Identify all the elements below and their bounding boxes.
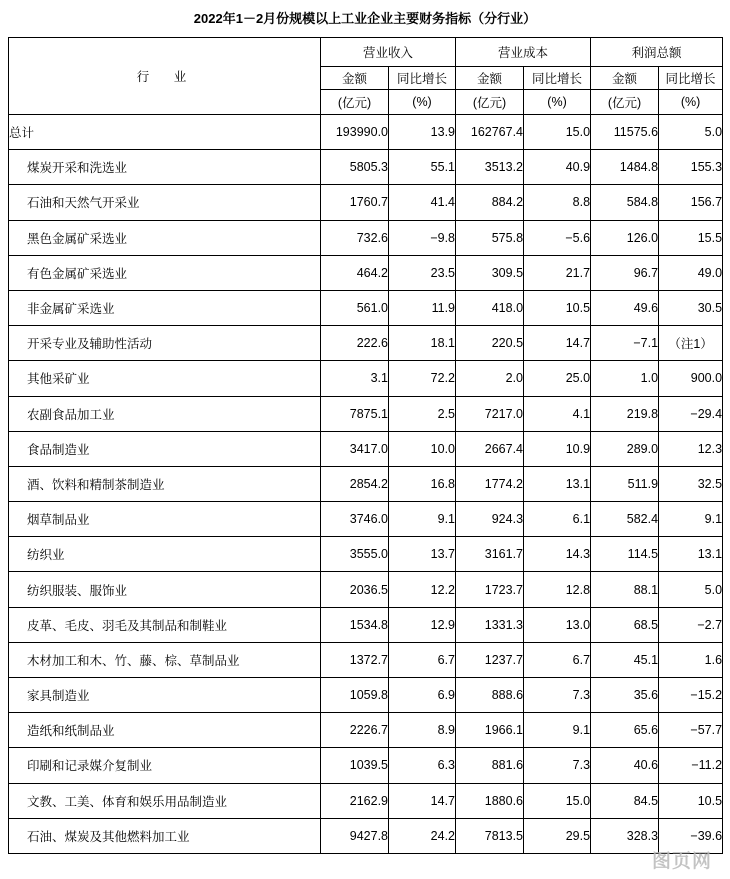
cell-cost-growth: 10.5: [524, 290, 591, 325]
cell-cost-amount: 1723.7: [456, 572, 524, 607]
cell-cost-amount: 1966.1: [456, 713, 524, 748]
cell-revenue-amount: 732.6: [321, 220, 389, 255]
cell-cost-amount: 1237.7: [456, 642, 524, 677]
cell-profit-growth: 9.1: [659, 502, 723, 537]
cell-cost-growth: 12.8: [524, 572, 591, 607]
cell-profit-amount: 49.6: [591, 290, 659, 325]
row-industry-name: 造纸和纸制品业: [9, 713, 321, 748]
cell-revenue-amount: 3555.0: [321, 537, 389, 572]
table-row: [9, 642, 723, 677]
column-group-profit: 利润总额: [591, 38, 723, 67]
cell-revenue-amount: 3417.0: [321, 431, 389, 466]
cell-cost-amount: 1331.3: [456, 607, 524, 642]
cell-profit-amount: 40.6: [591, 748, 659, 783]
cell-profit-growth: −2.7: [659, 607, 723, 642]
unit-profit-growth: (%): [659, 90, 723, 115]
cell-profit-growth: 5.0: [659, 115, 723, 150]
cell-revenue-growth: 12.2: [389, 572, 456, 607]
table-body: [9, 115, 723, 854]
table-row: [9, 572, 723, 607]
cell-cost-growth: 9.1: [524, 713, 591, 748]
cell-revenue-growth: 41.4: [389, 185, 456, 220]
unit-revenue-amount: (亿元): [321, 90, 389, 115]
row-industry-name: 食品制造业: [9, 431, 321, 466]
cell-cost-amount: 888.6: [456, 678, 524, 713]
table-row: [9, 220, 723, 255]
cell-cost-growth: 14.3: [524, 537, 591, 572]
cell-revenue-growth: 13.9: [389, 115, 456, 150]
table-header: [9, 38, 723, 115]
cell-cost-amount: 220.5: [456, 326, 524, 361]
cell-profit-amount: 582.4: [591, 502, 659, 537]
cell-profit-amount: 11575.6: [591, 115, 659, 150]
cell-cost-growth: 15.0: [524, 783, 591, 818]
cell-profit-growth: 155.3: [659, 150, 723, 185]
cell-profit-amount: 1.0: [591, 361, 659, 396]
cell-revenue-amount: 7875.1: [321, 396, 389, 431]
cell-cost-growth: −5.6: [524, 220, 591, 255]
cell-revenue-growth: 23.5: [389, 255, 456, 290]
row-industry-name: 农副食品加工业: [9, 396, 321, 431]
cell-cost-growth: 6.1: [524, 502, 591, 537]
cell-profit-growth: 5.0: [659, 572, 723, 607]
cell-revenue-amount: 5805.3: [321, 150, 389, 185]
cell-profit-growth: 156.7: [659, 185, 723, 220]
column-header-revenue-amount: 金额: [321, 67, 389, 90]
cell-cost-amount: 3513.2: [456, 150, 524, 185]
row-industry-name: 皮革、毛皮、羽毛及其制品和制鞋业: [9, 607, 321, 642]
cell-cost-growth: 14.7: [524, 326, 591, 361]
row-industry-name: 黑色金属矿采选业: [9, 220, 321, 255]
cell-revenue-growth: 2.5: [389, 396, 456, 431]
cell-revenue-growth: 16.8: [389, 466, 456, 501]
table-row: [9, 466, 723, 501]
cell-profit-amount: 88.1: [591, 572, 659, 607]
table-row: [9, 678, 723, 713]
row-industry-name: 石油、煤炭及其他燃料加工业: [9, 818, 321, 853]
row-industry-name: 石油和天然气开采业: [9, 185, 321, 220]
cell-cost-growth: 7.3: [524, 748, 591, 783]
cell-cost-amount: 7813.5: [456, 818, 524, 853]
cell-profit-growth: （注1）: [659, 326, 723, 361]
column-header-cost-amount: 金额: [456, 67, 524, 90]
column-header-cost-growth: 同比增长: [524, 67, 591, 90]
cell-revenue-growth: 14.7: [389, 783, 456, 818]
cell-cost-amount: 2.0: [456, 361, 524, 396]
cell-cost-growth: 6.7: [524, 642, 591, 677]
cell-revenue-amount: 464.2: [321, 255, 389, 290]
cell-revenue-amount: 1059.8: [321, 678, 389, 713]
cell-profit-amount: 35.6: [591, 678, 659, 713]
cell-profit-amount: 1484.8: [591, 150, 659, 185]
cell-profit-amount: 584.8: [591, 185, 659, 220]
cell-cost-amount: 309.5: [456, 255, 524, 290]
cell-revenue-amount: 3.1: [321, 361, 389, 396]
unit-cost-amount: (亿元): [456, 90, 524, 115]
cell-cost-growth: 13.1: [524, 466, 591, 501]
row-industry-name: 有色金属矿采选业: [9, 255, 321, 290]
cell-cost-amount: 881.6: [456, 748, 524, 783]
cell-profit-amount: 45.1: [591, 642, 659, 677]
cell-profit-growth: 13.1: [659, 537, 723, 572]
cell-profit-growth: 10.5: [659, 783, 723, 818]
cell-profit-growth: −39.6: [659, 818, 723, 853]
column-header-industry: 行 业: [9, 38, 321, 115]
cell-revenue-amount: 2854.2: [321, 466, 389, 501]
cell-profit-amount: 96.7: [591, 255, 659, 290]
cell-cost-growth: 21.7: [524, 255, 591, 290]
cell-cost-growth: 7.3: [524, 678, 591, 713]
cell-revenue-growth: −9.8: [389, 220, 456, 255]
row-industry-name: 家具制造业: [9, 678, 321, 713]
row-industry-name: 纺织服装、服饰业: [9, 572, 321, 607]
cell-profit-growth: 32.5: [659, 466, 723, 501]
cell-revenue-amount: 561.0: [321, 290, 389, 325]
row-industry-name: 文教、工美、体育和娱乐用品制造业: [9, 783, 321, 818]
cell-revenue-amount: 3746.0: [321, 502, 389, 537]
cell-revenue-growth: 12.9: [389, 607, 456, 642]
row-industry-name: 木材加工和木、竹、藤、棕、草制品业: [9, 642, 321, 677]
financial-indicators-table: [8, 37, 723, 854]
cell-revenue-amount: 2162.9: [321, 783, 389, 818]
cell-profit-amount: 328.3: [591, 818, 659, 853]
column-group-cost: 营业成本: [456, 38, 591, 67]
cell-cost-growth: 25.0: [524, 361, 591, 396]
table-row: [9, 326, 723, 361]
cell-profit-amount: 68.5: [591, 607, 659, 642]
cell-revenue-growth: 9.1: [389, 502, 456, 537]
cell-cost-amount: 162767.4: [456, 115, 524, 150]
cell-revenue-growth: 11.9: [389, 290, 456, 325]
cell-profit-amount: 114.5: [591, 537, 659, 572]
column-header-revenue-growth: 同比增长: [389, 67, 456, 90]
table-row: [9, 255, 723, 290]
cell-revenue-amount: 222.6: [321, 326, 389, 361]
cell-profit-amount: −7.1: [591, 326, 659, 361]
table-row: [9, 150, 723, 185]
cell-revenue-amount: 2036.5: [321, 572, 389, 607]
column-header-profit-growth: 同比增长: [659, 67, 723, 90]
unit-profit-amount: (亿元): [591, 90, 659, 115]
cell-profit-amount: 511.9: [591, 466, 659, 501]
table-container: [0, 37, 730, 854]
row-industry-name: 非金属矿采选业: [9, 290, 321, 325]
cell-cost-amount: 884.2: [456, 185, 524, 220]
cell-profit-growth: 30.5: [659, 290, 723, 325]
cell-cost-amount: 1880.6: [456, 783, 524, 818]
table-row: [9, 818, 723, 853]
cell-cost-amount: 2667.4: [456, 431, 524, 466]
cell-cost-growth: 13.0: [524, 607, 591, 642]
unit-revenue-growth: (%): [389, 90, 456, 115]
cell-revenue-amount: 1534.8: [321, 607, 389, 642]
table-row: [9, 502, 723, 537]
row-industry-name: 开采专业及辅助性活动: [9, 326, 321, 361]
cell-revenue-growth: 18.1: [389, 326, 456, 361]
cell-revenue-growth: 13.7: [389, 537, 456, 572]
table-row: [9, 431, 723, 466]
cell-profit-amount: 289.0: [591, 431, 659, 466]
column-group-revenue: 营业收入: [321, 38, 456, 67]
cell-revenue-amount: 1039.5: [321, 748, 389, 783]
cell-profit-amount: 65.6: [591, 713, 659, 748]
table-row: [9, 537, 723, 572]
table-row: [9, 713, 723, 748]
cell-profit-growth: −29.4: [659, 396, 723, 431]
row-industry-name: 煤炭开采和洗选业: [9, 150, 321, 185]
cell-revenue-growth: 24.2: [389, 818, 456, 853]
cell-profit-growth: −11.2: [659, 748, 723, 783]
cell-profit-amount: 126.0: [591, 220, 659, 255]
row-industry-name: 纺织业: [9, 537, 321, 572]
cell-cost-amount: 575.8: [456, 220, 524, 255]
cell-revenue-amount: 193990.0: [321, 115, 389, 150]
table-row: [9, 748, 723, 783]
cell-revenue-growth: 72.2: [389, 361, 456, 396]
cell-revenue-amount: 1760.7: [321, 185, 389, 220]
column-header-profit-amount: 金额: [591, 67, 659, 90]
page-title: 2022年1－2月份规模以上工业企业主要财务指标（分行业）: [193, 11, 537, 26]
unit-cost-growth: (%): [524, 90, 591, 115]
cell-revenue-amount: 1372.7: [321, 642, 389, 677]
cell-profit-growth: 49.0: [659, 255, 723, 290]
cell-cost-amount: 7217.0: [456, 396, 524, 431]
table-row: [9, 290, 723, 325]
table-row: [9, 185, 723, 220]
cell-profit-amount: 84.5: [591, 783, 659, 818]
cell-revenue-amount: 2226.7: [321, 713, 389, 748]
cell-cost-growth: 15.0: [524, 115, 591, 150]
row-industry-name: 酒、饮料和精制茶制造业: [9, 466, 321, 501]
table-row: [9, 783, 723, 818]
cell-profit-growth: −15.2: [659, 678, 723, 713]
cell-cost-growth: 40.9: [524, 150, 591, 185]
row-industry-name: 烟草制品业: [9, 502, 321, 537]
cell-revenue-growth: 6.7: [389, 642, 456, 677]
cell-profit-growth: 1.6: [659, 642, 723, 677]
cell-cost-amount: 924.3: [456, 502, 524, 537]
cell-revenue-growth: 6.9: [389, 678, 456, 713]
cell-cost-growth: 4.1: [524, 396, 591, 431]
cell-cost-growth: 10.9: [524, 431, 591, 466]
table-row: [9, 115, 723, 150]
cell-profit-growth: 15.5: [659, 220, 723, 255]
watermark-logo: 图页网: [651, 851, 712, 872]
cell-cost-amount: 3161.7: [456, 537, 524, 572]
cell-cost-growth: 29.5: [524, 818, 591, 853]
cell-cost-growth: 8.8: [524, 185, 591, 220]
cell-profit-growth: 12.3: [659, 431, 723, 466]
cell-profit-amount: 219.8: [591, 396, 659, 431]
table-row: [9, 607, 723, 642]
cell-profit-growth: 900.0: [659, 361, 723, 396]
table-row: [9, 361, 723, 396]
cell-revenue-growth: 6.3: [389, 748, 456, 783]
row-industry-name: 总计: [9, 115, 321, 150]
row-industry-name: 其他采矿业: [9, 361, 321, 396]
cell-cost-amount: 418.0: [456, 290, 524, 325]
cell-cost-amount: 1774.2: [456, 466, 524, 501]
cell-profit-growth: −57.7: [659, 713, 723, 748]
cell-revenue-amount: 9427.8: [321, 818, 389, 853]
cell-revenue-growth: 8.9: [389, 713, 456, 748]
table-row: [9, 396, 723, 431]
cell-revenue-growth: 55.1: [389, 150, 456, 185]
row-industry-name: 印刷和记录媒介复制业: [9, 748, 321, 783]
cell-revenue-growth: 10.0: [389, 431, 456, 466]
